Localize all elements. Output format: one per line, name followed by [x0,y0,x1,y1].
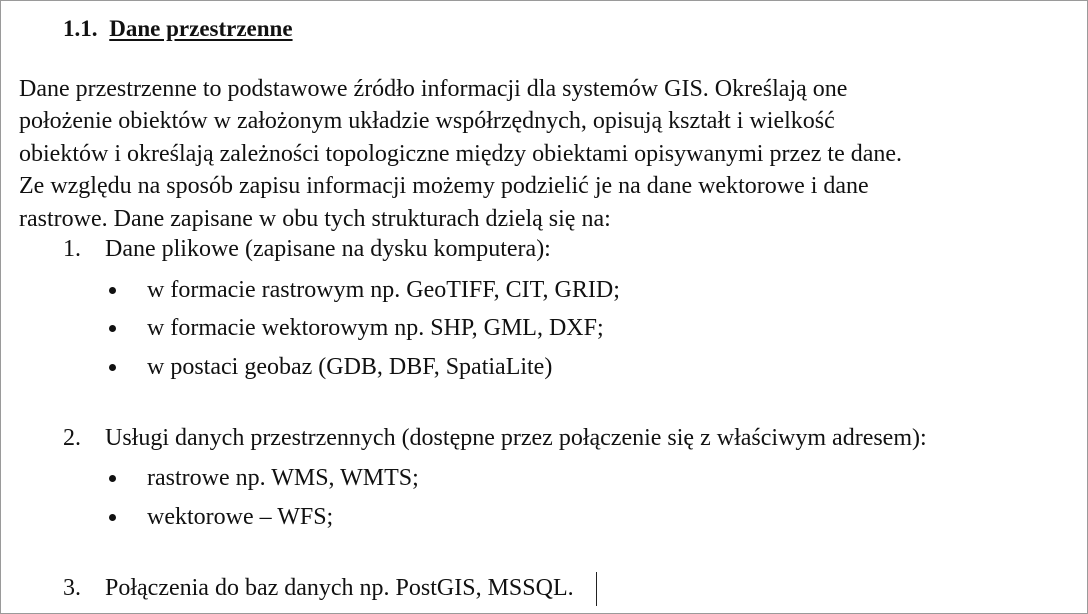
text-cursor[interactable] [596,572,597,606]
bullet-dot-icon [109,514,116,521]
list-item-number: 2. [63,425,81,451]
bullet-dot-icon [109,475,116,482]
bullet-text: rastrowe np. WMS, WMTS; [147,465,419,491]
bullet-text: wektorowe – WFS; [147,504,334,530]
bullet-text: w postaci geobaz (GDB, DBF, SpatiaLite) [147,354,553,380]
paragraph-line: obiektów i określają zależności topologiczne między obiektami opisywanymi przez te dane. [19,140,903,167]
list-item-text: Połączenia do baz danych np. PostGIS, MSSQL. [105,575,574,601]
bullet-dot-icon [109,364,116,371]
section-title: Dane przestrzenne [109,16,293,41]
paragraph-line: położenie obiektów w założonym układzie współrzędnych, opisują kształt i wielkość [19,108,835,135]
list-item-text: Dane plikowe (zapisane na dysku komputera): [105,236,551,262]
bullet-text: w formacie rastrowym np. GeoTIFF, CIT, GRID; [147,277,620,303]
section-number: 1.1. [63,16,98,41]
bullet-dot-icon [109,325,116,332]
section-heading [63,14,293,44]
list-item-number: 1. [63,236,81,262]
intro-paragraph [19,73,1079,235]
paragraph-line: Ze względu na sposób zapisu informacji możemy podzielić je na dane wektorowe i dane [19,173,869,200]
list-item-number: 3. [63,575,81,601]
bullet-dot-icon [109,287,116,294]
list-item-text: Usługi danych przestrzennych (dostępne przez połączenie się z właściwym adresem): [105,425,927,451]
bullet-text: w formacie wektorowym np. SHP, GML, DXF; [147,315,604,341]
paragraph-line: rastrowe. Dane zapisane w obu tych strukturach dzielą się na: [19,205,611,232]
paragraph-line: Dane przestrzenne to podstawowe źródło informacji dla systemów GIS. Określają one [19,76,848,102]
